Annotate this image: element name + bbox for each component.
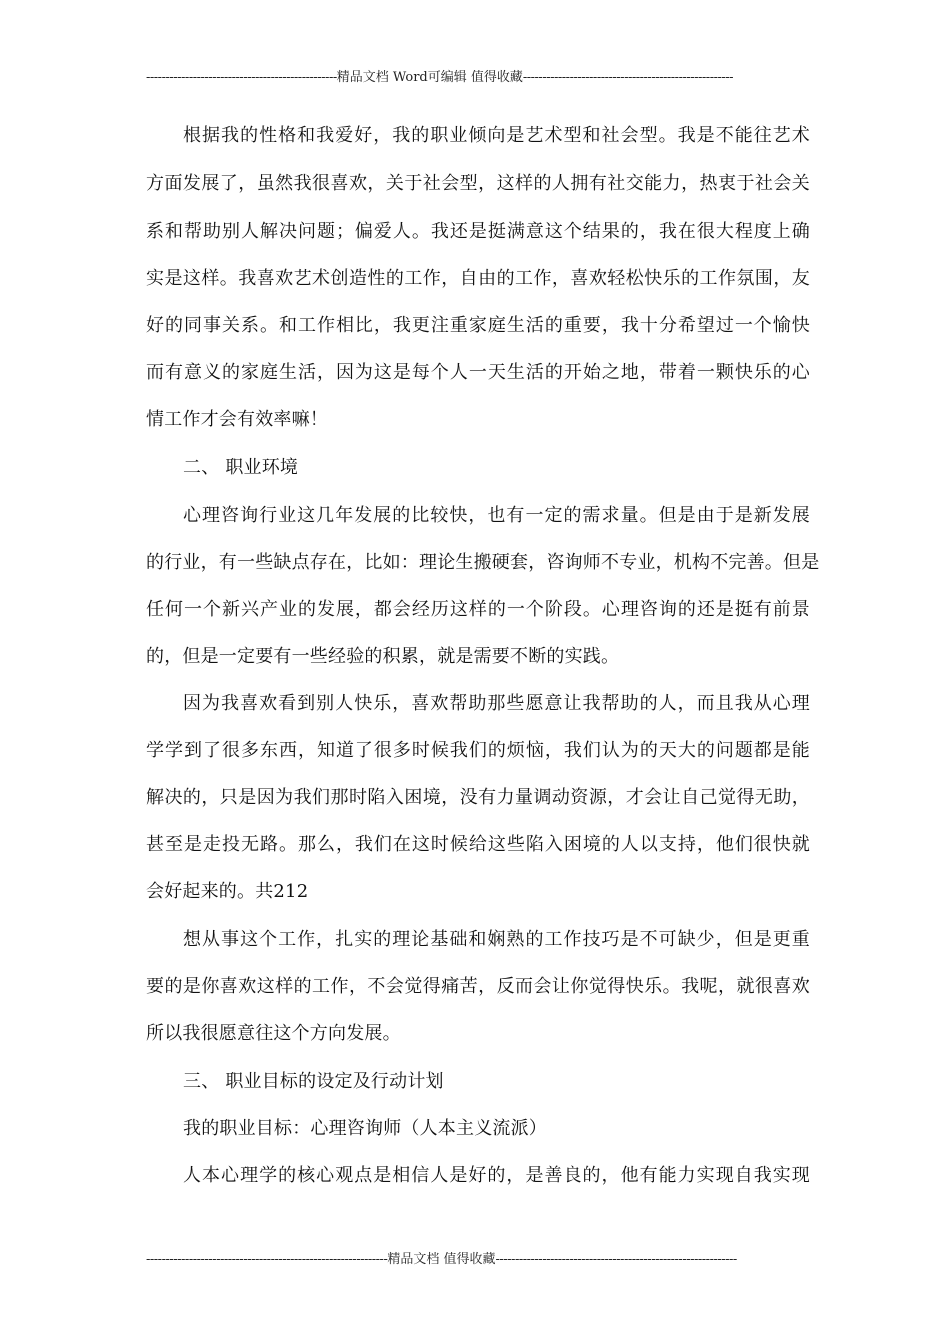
footer-dashes-left: -------------------------------------------------------------- [146, 1252, 388, 1267]
footer-label: 精品文档 值得收藏 [387, 1252, 496, 1267]
body-line: 所以我很愿意往这个方向发展。 [146, 1023, 401, 1044]
body-line: 的，但是一定要有一些经验的积累，就是需要不断的实践。 [146, 646, 620, 667]
page-footer [146, 1248, 806, 1267]
body-line: 人本心理学的核心观点是相信人是好的，是善良的，他有能力实现自我实现 [183, 1165, 810, 1186]
body-line: 心理咨询行业这几年发展的比较快，也有一定的需求量。但是由于是新发展 [183, 505, 810, 526]
section-heading: 三、 职业目标的设定及行动计划 [183, 1071, 444, 1092]
body-line: 系和帮助别人解决问题；偏爱人。我还是挺满意这个结果的，我在很大程度上确 [146, 221, 810, 242]
body-line: 根据我的性格和我爱好，我的职业倾向是艺术型和社会型。我是不能往艺术 [183, 125, 810, 146]
header-label: 精品文档 Word可编辑 值得收藏 [336, 70, 523, 85]
header-dashes-left: ------------------------------------------------- [146, 70, 337, 85]
body-line: 要的是你喜欢这样的工作，不会觉得痛苦，反而会让你觉得快乐。我呢，就很喜欢 [146, 976, 810, 997]
section-heading: 二、 职业环境 [183, 457, 299, 478]
body-line: 的行业，有一些缺点存在，比如：理论生搬硬套，咨询师不专业，机构不完善。但是 [146, 552, 820, 573]
body-line: 方面发展了，虽然我很喜欢，关于社会型，这样的人拥有社交能力，热衷于社会关 [146, 173, 810, 194]
body-line: 想从事这个工作，扎实的理论基础和娴熟的工作技巧是不可缺少，但是更重 [183, 929, 810, 950]
body-line: 会好起来的。共212 [146, 881, 309, 902]
body-line: 情工作才会有效率嘛！ [146, 409, 328, 430]
page-header [146, 66, 806, 85]
footer-dashes-right: -------------------------------------------------------------- [495, 1252, 737, 1267]
goal-line: 我的职业目标：心理咨询师（人本主义流派） [183, 1118, 547, 1139]
body-line: 而有意义的家庭生活，因为这是每个人一天生活的开始之地，带着一颗快乐的心 [146, 362, 810, 383]
body-line: 实是这样。我喜欢艺术创造性的工作，自由的工作，喜欢轻松快乐的工作氛围，友 [146, 268, 810, 289]
body-line: 学学到了很多东西，知道了很多时候我们的烦恼，我们认为的天大的问题都是能 [146, 740, 810, 761]
body-line: 好的同事关系。和工作相比，我更注重家庭生活的重要，我十分希望过一个愉快 [146, 315, 810, 336]
body-line: 甚至是走投无路。那么，我们在这时候给这些陷入困境的人以支持，他们很快就 [146, 834, 810, 855]
body-line: 任何一个新兴产业的发展，都会经历这样的一个阶段。心理咨询的还是挺有前景 [146, 599, 810, 620]
header-dashes-right: ------------------------------------------------------ [522, 70, 734, 85]
body-line: 解决的，只是因为我们那时陷入困境，没有力量调动资源，才会让自己觉得无助， [146, 787, 810, 808]
body-line: 因为我喜欢看到别人快乐，喜欢帮助那些愿意让我帮助的人，而且我从心理 [183, 693, 810, 714]
